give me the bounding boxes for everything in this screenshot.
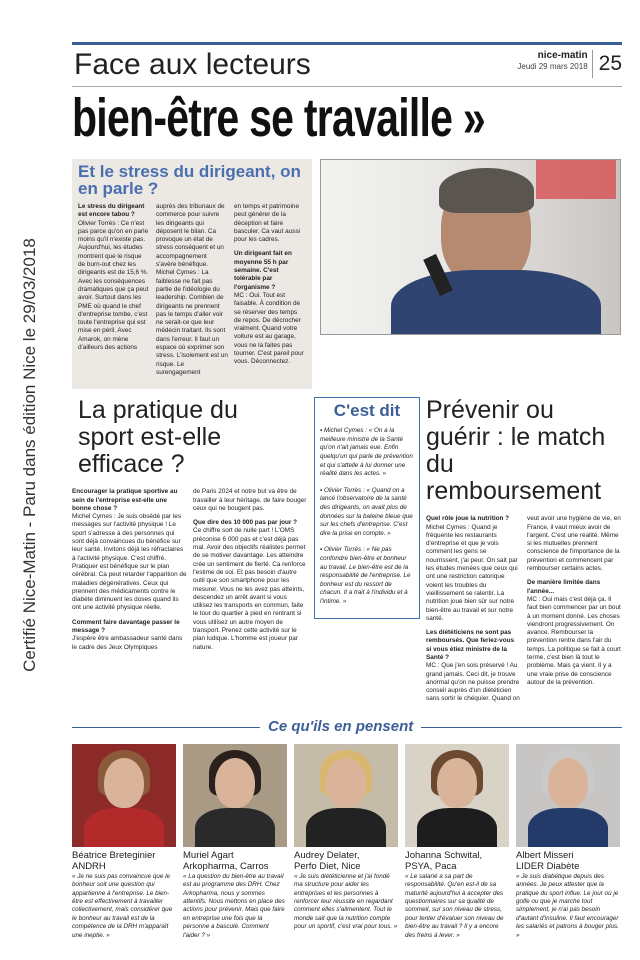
text-column [72,488,187,658]
paragraph [156,203,228,377]
paragraph [193,488,308,513]
cest-dit-box [314,397,420,618]
person-org: Perfo Diet, Nice [294,860,361,872]
middle-row [72,397,622,710]
text-column [156,203,228,383]
person-caption [72,850,176,940]
text-column [234,203,306,383]
person-card [72,744,176,940]
masthead [517,50,592,78]
person-name: Béatrice Breteginier [72,849,156,861]
text-columns [72,488,308,658]
portrait-face [548,758,588,808]
person-org: PSYA, Paca [405,860,457,872]
person-org: ANDRH [72,860,106,872]
person-caption [183,850,287,940]
answer: veut avoir une hygiène de vie, en France, il vaut mieux avoir de l'argent. C'est une réalité. Même si les mutuelles prennent conscience de l'importance de la prévention et commencent par rembourser certains actes. [527,515,621,573]
portrait-body [306,808,386,847]
prevention-section [426,397,622,710]
top-row [72,159,622,389]
speaker-photo [320,159,621,335]
portrait-photo [72,744,176,847]
text-column [193,488,308,658]
page-header [72,47,622,86]
paragraph [426,629,521,704]
paragraph [78,203,150,352]
section-title: Face aux lecteurs [74,48,311,81]
text-columns [78,203,306,383]
paragraph [426,515,521,623]
person-quote: « La question du bien-être au travail est au programme des DRH. Chez Arkopharma, nous y sommes attentifs. Nous mettons en place des actions pour prévenir. Mais que faire en entreprise une fois que la personne a basculé. Comment l'aider ? » [183,872,285,939]
portrait-face [104,758,144,808]
portrait-body [195,808,275,847]
answer: J'espère être ambassadeur santé dans le cadre des Jeux Olympiques [72,635,183,651]
person-org: Arkopharma, Carros [183,860,269,872]
paragraph [193,519,308,652]
question: Un dirigeant fait en moyenne 55 h par semaine. C'est tolérable par l'organisme ? [234,250,292,291]
quote-text: Olivier Torrès : « Ne pas confondre bien-être et bonheur au travail. Le bien-être est de la responsabilité de l'entreprise. Le bonheur est du ressort de chacun. Il a trait à l'individu et à l'intime. » [320,546,411,605]
answer: MC : Oui mais c'est déjà ça. Il faut bien commencer par un bout à un moment donné. Les choses viendront progressivement. On avance. Rembourser la prévention rentre dans l'air du temps. La politique se fait à court terme, c'est bien là tout le problème. Mais ça vient. Il y a une vraie prise de conscience autour de la prévention. [527,595,621,686]
person-quote: « Je ne suis pas convaincue que le bonheur soit une question qui appartienne à l'entreprise. Le bien-être est effectivement à travailler collectivement, mais considérer que le bonheur au travail est de la compétence de la DRH m'apparaît une ineptie. » [72,872,173,939]
question: Encourager la pratique sportive au sein de l'entreprise est-elle une bonne chose ? [72,488,178,512]
answer: MC : Que j'en sois préservé ! Au grand jamais. Ceci dit, je trouve anormal qu'on ne puisse prendre conseil auprès d'un diététicien sans sortir le chéquier. Quand on [426,662,520,703]
person-name: Muriel Agart [183,849,234,861]
portrait-body [84,808,164,847]
question: Le stress du dirigeant est encore tabou ? [78,203,145,219]
quote-text: Michel Cymes : « On a la meilleure ministre de la Santé qu'on n'ait jamais eue. Enfin quelqu'un qui parle de prévention et qui s'attelle à lui donner une réalité dans les actes. » [320,427,413,478]
text-columns [426,515,622,710]
answer: MC : Oui. Tout est faisable. À condition de se réserver des temps de repos. De décrocher vraiment. Quand votre voiture est au garage, vous ne la faites pas tourner. C'est pareil pour vous. Déconnectez. [234,291,304,366]
portrait-photo [294,744,398,847]
answer: auprès des tribunaux de commerce pour suivre les dirigeants qui déposent le bilan. Ca provoque un état de stress conséquent et un accompagnement s'avère bénéfique. Michel Cymes : La faiblesse ne fait pas partie de l'idéologie du leadership. Combien de dirigeants ne prennent pas le temps d'aller voir ne serait-ce que leur médecin traitant. Ils sont dans l'erreur. Il faut un espace où exprimer son stress. L'isolement est un risque. Le surengagement [156,203,228,376]
red-sign-shape [536,159,616,199]
paragraph [234,250,306,366]
person-quote: « Je suis diététicienne et j'ai fondé ma structure pour aider les entreprises et les personnes à renforcer leur réussite en regardant comment elles s'alimentent. Tout le monde sait que la nutrition compte pour un sportif, c'est vrai pour tous. » [294,872,398,931]
answer: Ce chiffre sort de nulle part ! L'OMS préconise 6 000 pas et c'est déjà pas mal. Avoir des objectifs réalistes permet de se motiver davantage. Les atteindre crée un sentiment de fierté. Ca renforce l'estime de soi. Et pas besoin d'autre outil que son smartphone pour les mesurer. Vous ne les avez pas atteints, descendez un arrêt avant si vous utilisez les transports en commun, faite le tour du quartier à pied en rentrant si vous utilisez un autre moyen de transport. Prenez cette activité sur le plan ludique. L'homme est joueur par nature. [193,527,306,651]
portrait-face [215,758,255,808]
man-shirt [391,270,601,335]
cest-dit-title: C'est dit [333,401,401,421]
man-hair [439,168,534,213]
question: Comment faire davantage passer le message ? [72,618,180,634]
prevention-title: Prévenir ou guérir : le match du remboursement [426,396,606,506]
person-quote: « Le salarié a sa part de responsabilité. Qu'en est-il de sa maturité aujourd'hui à accepter des questionnaires sur sa qualité de sommeil, sur son niveau de stress, pour tenter d'évaluer son niveau de bien-être au travail ? Il y a encore des freins à lever. » [405,872,504,939]
person-org: LIDER Diabète [516,860,580,872]
page [72,42,622,960]
person-name: Albert Misseri [516,849,574,861]
quote-text: Olivier Torrès : « Quand on a lancé l'observatoire de la santé des dirigeants, on avait plus de données sur la baleine bleue que sur les chefs d'entreprise. C'est dire la prise en compte. » [320,486,413,537]
person-card [294,744,398,932]
quote: ▪ Michel Cymes : « On a la meilleure ministre de la Santé qu'on n'ait jamais eue. Enfin quelqu'un qui parle de prévention et qui s'attelle à lui donner une réalité dans les actes. » [320,427,413,478]
paragraph [72,619,187,652]
stress-box [72,159,312,389]
portrait-face [437,758,477,808]
portrait-photo [516,744,620,847]
portrait-body [417,808,497,847]
headline: bien-être se travaille » [72,88,485,148]
page-number: 25 [598,52,622,75]
portrait-body [528,808,608,847]
answer: Olivier Torrès : Ce n'est pas parce qu'on en parle moins qu'il n'existe pas. Aujourd'hui, les études montrent que le risque de burn-out chez les dirigeants est de 15,6 %. Avec les conséquences dramatiques que ça peut avoir. Surtout dans les PME où quand le chef d'entreprise tombe, c'est toute l'entreprise qui est mise en péril. Avec Amarok, on mène d'ailleurs des actions [78,219,149,352]
person-caption [405,850,509,940]
paragraph [72,488,187,612]
portrait-face [326,758,366,808]
answer: Michel Cymes : Quand je fréquente les restaurants d'entreprise et que je vois comment les gens se nourrissent, j'ai peur. On sait par les études menées que ceux qui ont une restriction calorique voient les troubles du vieillissement se ralentir. La nutrition joue bien sûr sur notre bien-être au travail et sur notre santé. [426,523,518,622]
person-name: Johanna Schwital, [405,849,483,861]
question: Les diététiciens ne sont pas remboursés. Que feriez-vous si vous étiez ministre de la Santé ? [426,629,515,661]
paragraph [527,515,622,573]
person-card [405,744,509,940]
sport-section [72,397,308,658]
question: Quel rôle joue la nutrition ? [426,515,510,523]
person-quote: « Je suis diabétique depuis des années. Je peux attester que la pratique du sport influe. Le jour où je golfe ou que je marche tout simplement, je n'ai pas besoin d'autant d'insuline. Il faut encourager les salariés et patrons à bouger plus. » [516,872,619,939]
person-card [183,744,287,940]
person-caption [294,850,398,932]
answer: Michel Cymes : Je suis obsédé par les messages sur l'activité physique ! Le sport s'adresse à des personnes qui sont déjà convaincues du bénéfice sur leur santé. Invitons déjà les réfractaires à l'activité physique. C'est chiffré. Pratiquer est bénéfique sur le plan cérébral. Ca peut retarder l'apparition de maladies dégénératives. Ceux qui prennent des médicaments contre le diabète diminuent les doses quand ils ont une activité physique réelle. [72,513,187,612]
portrait-photo [183,744,287,847]
opinions-row [72,744,622,940]
brand-name: nice-matin [537,50,588,61]
text-column [426,515,521,710]
sport-title: La pratique du sport est-elle efficace ? [78,396,238,479]
question: Que dire des 10 000 pas par jour ? [193,519,298,527]
person-name: Audrey Delater, [294,849,360,861]
person-card [516,744,620,940]
question: De manière limitée dans l'année... [527,579,601,595]
stress-title: Et le stress du dirigeant, on en parle ? [78,162,301,198]
opinions-title: Ce qu'ils en pensent [260,718,421,736]
issue-date: Jeudi 29 mars 2018 [517,62,588,71]
answer: en temps et patrimoine peut générer de la déception et faire basculer. Ca vaut aussi pour les cadres. [234,203,301,244]
quote: ▪ Olivier Torrès : « Quand on a lancé l'observatoire de la santé des dirigeants, on avait plus de données sur la baleine bleue que sur les chefs d'entreprise. C'est dire la prise en compte. » [320,486,413,537]
portrait-photo [405,744,509,847]
top-rule [72,42,622,45]
quote: ▪ Olivier Torrès : « Ne pas confondre bien-être et bonheur au travail. Le bien-être est de la responsabilité de l'entreprise. Le bonheur est du ressort de chacun. Il a trait à l'individu et à l'intime. » [320,546,411,605]
person-caption [516,850,620,940]
answer: de Paris 2024 et notre but va être de travailler à leur héritage, de faire bouger ceux qui ne bougent pas. [193,488,307,512]
paragraph [234,203,306,244]
text-column [78,203,150,383]
certification-stamp: Certifié Nice-Matin - Paru dans édition Nice le 29/03/2018 [20,238,39,672]
opinions-header [72,718,622,738]
text-column [527,515,622,710]
paragraph [527,579,622,687]
